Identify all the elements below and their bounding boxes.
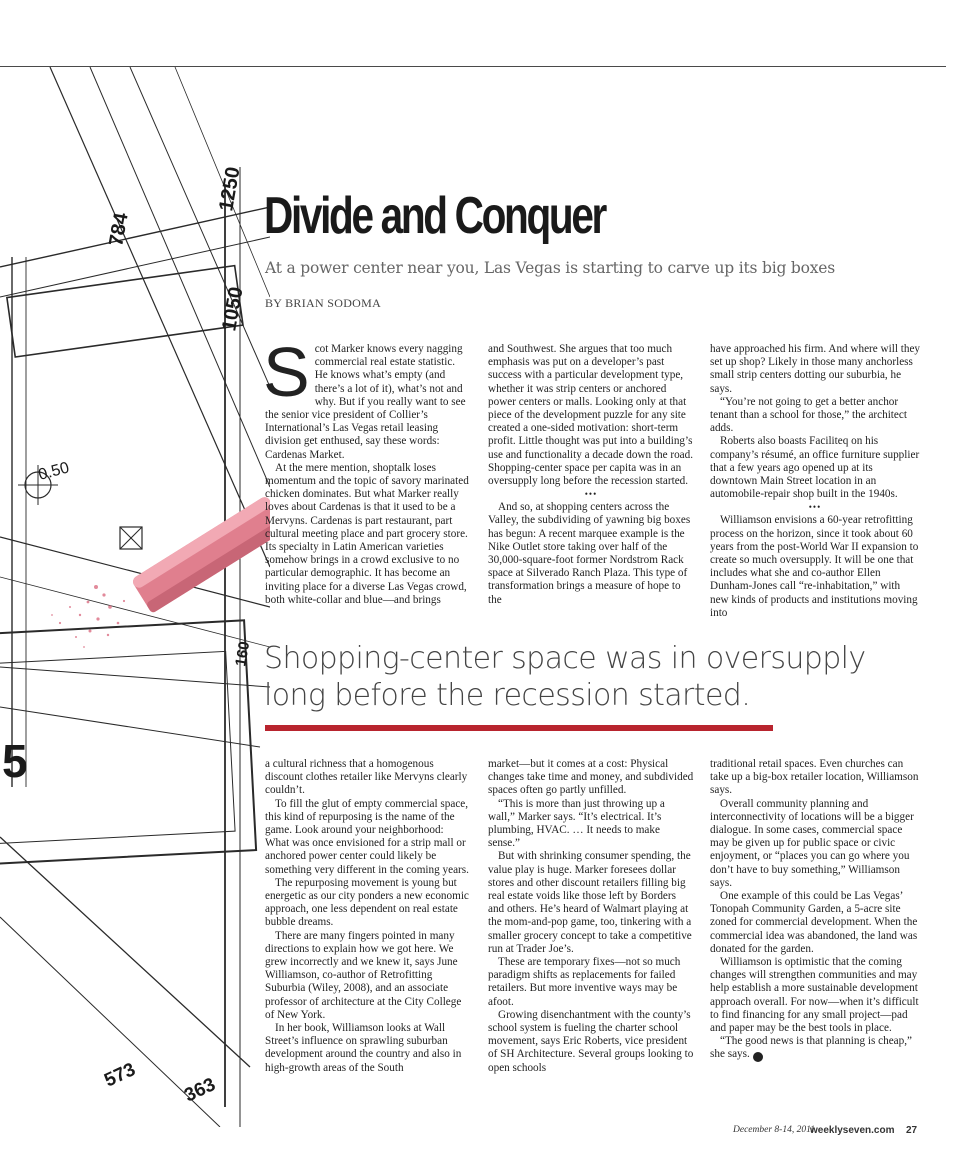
paragraph: a cultural richness that a homogenous discount clothes retailer like Mervyns clearly couldn’t.: [265, 758, 468, 797]
end-mark-icon: 7: [753, 1052, 763, 1062]
paragraph: But with shrinking consumer spending, the value play is huge. Marker foresees dollar stores and other discount retailers filling big real estate voids like those left by Borders and others. He’s heard of Walmart playing at the mom-and-pop game, too, tinkering with a smaller grocery concept to take a competitive run at Trader Joe’s.: [488, 850, 692, 955]
column-2-bottom: [488, 758, 694, 1075]
dim-label-5: 5: [2, 735, 28, 787]
page-number: 27: [906, 1125, 918, 1136]
paragraph-text: “The good news is that planning is cheap,” she says.: [710, 1035, 913, 1061]
paragraph: At the mere mention, shoptalk loses momentum and the topic of savory marinated chicken dominates. But what Marker really loves about Cardenas is that it used to be a Mervyns. Cardenas is part restaurant, part cultural meeting place and part grocery store. Its specialty in Latin American varieties somehow brings in a crowd exclusive to no particular demographic. It has become an inviting place for a diverse Las Vegas crowd, both white-collar and blue—and brings: [265, 461, 469, 606]
issue-date: December 8-14, 2011: [733, 1125, 815, 1135]
paragraph: And so, at shopping centers across the Valley, the subdividing of yawning big boxes has begun: A recent marquee example is the Nike Outlet store taking over half of the 30,000-square-foot former Nordstrom Rack space at Silverado Ranch Plaza. This type of transformation brings a measure of hope to the: [488, 501, 691, 606]
paragraph: The repurposing movement is young but energetic as our city ponders a new economic approach, one less dependent on real estate bubble dreams.: [265, 876, 469, 929]
paragraph: Roberts also boasts Faciliteq on his company’s résumé, an office furniture supplier that a few years ago opened up at its downtown Main Street location in an automobile-repair shop built in the 1940s.: [710, 435, 920, 501]
paragraph: and Southwest. She argues that too much emphasis was put on a developer’s past success with a particular development type, whether it was strip centers or anchored power centers or malls. Looking only at that piece of the development puzzle for any site created a one-sided motivation: short-term profit. Little thought was put into a building’s use and functionality a decade down the road. Shopping-center space per capita was in an oversupply long before the recession started.: [488, 343, 694, 488]
column-3-top: [710, 343, 920, 620]
eraser-icon: [131, 495, 270, 614]
dim-label-160: 160: [232, 640, 254, 668]
paragraph: There are many fingers pointed in many directions to explain how we got here. We grew incorrectly and we knew it, says June Williamson, co-author of Retrofitting Suburbia (Wiley, 2008), and an associate professor of architecture at the City College of New York.: [265, 929, 462, 1021]
paragraph: have approached his firm. And where will they set up shop? Likely in those many anchorless small strip centers dotting our suburbia, he says.: [710, 343, 921, 395]
paragraph: These are temporary fixes—not so much paradigm shifts as replacements for failed retailers. But more inventive ways may be afoot.: [488, 956, 681, 1008]
paragraph: traditional retail spaces. Even churches can take up a big-box retailer location, Williamson says.: [710, 758, 919, 797]
dim-label-573: 573: [101, 1059, 139, 1092]
pull-quote-rule: [265, 725, 773, 731]
column-1-bottom: [265, 758, 469, 1075]
paragraph: “You’re not going to get a better anchor tenant than a school for those,” the architect adds.: [710, 395, 907, 435]
paragraph: Williamson is optimistic that the coming changes will strengthen communities and may help establish a more sustainable development approach overall. For now—when it’s difficult to find financing for any small project—pad and paper may be the best tools in place.: [710, 956, 919, 1035]
paragraph: Overall community planning and interconnectivity of locations will be a bigger dialogue. In some cases, commercial space may be given up for public space or civic enjoyment, or “places you can go where you don’t have to buy something,” Williamson says.: [710, 797, 914, 889]
paragraph: To fill the glut of empty commercial space, this kind of repurposing is the name of the game. Look around your neighborhood: What was once envisioned for a strip mall or anchored power center could likely be something very different in the coming years.: [265, 797, 469, 876]
paragraph: market—but it comes at a cost: Physical changes take time and money, and subdivided spaces often go partly unfilled.: [488, 758, 694, 797]
section-separator: •••: [584, 489, 598, 500]
eraser-crumbs: [51, 585, 125, 648]
column-2-top: [488, 343, 694, 607]
paragraph: cot Marker knows every nagging commercial real estate statistic. He knows what’s empty (and there’s a lot of it), what’s not and why. But if you really want to see the senior vice president of Collier’s International’s Las Vegas retail leasing division get enthused, say these words: Cardenas Market.: [265, 343, 466, 461]
pull-quote: Shopping-center space was in oversupply long before the recession started.: [264, 641, 866, 713]
dim-label-1250: 1250: [215, 165, 245, 213]
dim-label-363: 363: [181, 1074, 219, 1107]
subheadline: At a power center near you, Las Vegas is starting to carve up its big boxes: [265, 259, 836, 277]
paragraph: “This is more than just throwing up a wall,” Marker says. “It’s electrical. It’s plumbing, HVAC. … It needs to make sense.”: [488, 797, 665, 850]
paragraph: One example of this could be Las Vegas’ Tonopah Community Garden, a 5-acre site zoned for commercial development. When the commercial idea was abandoned, the land was donated for the garden.: [710, 890, 918, 955]
column-1-top: [263, 333, 469, 607]
byline: BY BRIAN SODOMA: [265, 296, 382, 310]
dim-label-784: 784: [105, 211, 133, 248]
paragraph-final: [710, 1035, 920, 1062]
drop-cap: S: [263, 333, 310, 411]
site-url: weeklyseven.com: [810, 1125, 895, 1136]
paragraph: Growing disenchantment with the county’s school system is fueling the charter school movement, says Eric Roberts, vice president of SH Architecture. Several groups looking to open schools: [488, 1008, 694, 1074]
column-3-bottom: [710, 758, 920, 1062]
section-separator: •••: [808, 502, 822, 513]
dim-label-1050: 1050: [218, 285, 248, 333]
paragraph: Williamson envisions a 60-year retrofitting process on the horizon, since it took about 60 years from the post-World War II expansion to create so much oversupply. It will be one that includes what she and co-author Ellen Dunham-Jones call “re-inhabitation,” with new kinds of products and institutions moving into: [710, 514, 919, 619]
blueprint-illustration: [0, 67, 270, 1127]
headline: Divide and Conquer: [264, 187, 605, 245]
dim-label-050: 0.50: [36, 459, 72, 484]
paragraph: In her book, Williamson looks at Wall Street’s influence on sprawling suburban development around the country and also in high-growth areas of the South: [265, 1022, 462, 1074]
